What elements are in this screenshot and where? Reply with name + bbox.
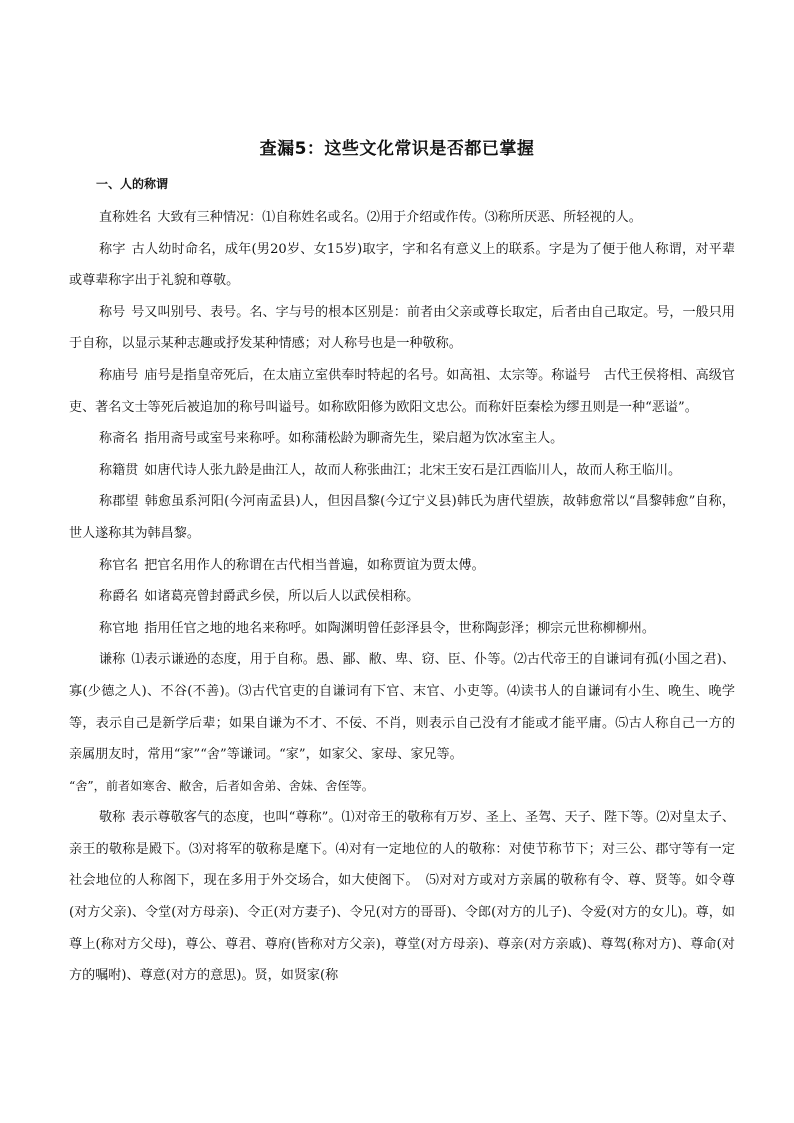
paragraph-text: 指用任官之地的地名来称呼。如陶渊明曾任彭泽县令，世称陶彭泽；柳宗元世称柳柳州。: [144, 620, 655, 636]
paragraph-term: 谦称: [99, 652, 126, 668]
paragraph: [69, 613, 735, 645]
paragraph: [69, 486, 735, 549]
paragraph-text: 韩愈虽系河阳(今河南孟县)人，但因昌黎(今辽宁义县)韩氏为唐代望族，故韩愈常以“昌黎韩愈”自称，世人遂称其为韩昌黎。: [69, 494, 735, 541]
paragraph: [69, 234, 735, 297]
paragraph-term: 称庙号: [99, 367, 139, 383]
paragraph-term: 称郡望: [99, 494, 139, 510]
paragraph-term: 称籍贯: [99, 462, 139, 478]
paragraph-term: 称官地: [99, 620, 139, 636]
paragraph: [69, 644, 735, 770]
paragraph: [69, 581, 735, 613]
paragraph: [69, 550, 735, 582]
paragraph-text: 古人幼时命名，成年(男20岁、女15岁)取字，字和名有意义上的联系。字是为了便于他人称谓，对平辈或尊辈称字出于礼貌和尊敬。: [69, 241, 736, 289]
paragraph-note-text: “舍”，前者如寒舍、敝舍，后者如舍弟、舍妹、舍侄等。: [69, 778, 374, 793]
paragraph: [69, 202, 735, 234]
page-title: 查漏5：这些文化常识是否都已掌握: [259, 139, 535, 159]
paragraph-term: 称爵名: [99, 589, 139, 605]
section-heading: 一、人的称谓: [96, 177, 169, 191]
paragraph-text: 如唐代诗人张九龄是曲江人，故而人称张曲江；北宋王安石是江西临川人，故而人称王临川。: [144, 462, 682, 478]
paragraph-text: 号又叫别号、表号。名、字与号的根本区别是：前者由父亲或尊长取定，后者由自己取定。号，一般只用于自称，以显示某种志趣或抒发某种情感；对人称号也是一种敬称。: [69, 304, 736, 352]
paragraph-text: ⑴表示谦逊的态度，用于自称。愚、鄙、敝、卑、窃、臣、仆等。⑵古代帝王的自谦词有孤(小国之君)、寡(少德之人)、不谷(不善)。⑶古代官吏的自谦词有下官、末官、小吏等。⑷读书人的自谦词有小生、晚生、晚学等，表示自己是新学后辈；如果自谦为不才、不佞、不肖，则表示自己没有才能或才能平庸。⑸古人称自己一方的亲属朋友时，常用“家”“舍”等谦词。“家”，如家父、家母、家兄等。: [69, 652, 736, 763]
paragraph-term: 称号: [99, 304, 126, 320]
paragraph-term: 称字: [99, 241, 126, 257]
paragraph-text: 表示尊敬客气的态度，也叫“尊称”。⑴对帝王的敬称有万岁、圣上、圣驾、天子、陛下等。⑵对皇太子、亲王的敬称是殿下。⑶对将军的敬称是麾下。⑷对有一定地位的人的敬称：对使节称节下；对三公、郡守等有一定社会地位的人称阁下，现在多用于外交场合，如大使阁下。 ⑸对对方或对方亲属的敬称有令、尊、贤等。如令尊(对方父亲)、令堂(对方母亲)、令正(对方妻子)、令兄(对方的哥哥)、令郎(对方的儿子)、令爱(对方的女儿)。尊，如尊上(称对方父母)，尊公、尊君、尊府(皆称对方父亲)，尊堂(对方母亲)、尊亲(对方亲戚)、尊驾(称对方)、尊命(对方的嘱咐)、尊意(对方的意思)。贤，如贤家(称: [69, 810, 736, 984]
paragraph-term: 敬称: [99, 810, 126, 826]
paragraph-text: 指用斋号或室号来称呼。如称蒲松龄为聊斋先生，梁启超为饮冰室主人。: [144, 431, 564, 447]
paragraph: [69, 297, 735, 360]
paragraph-term: 称官名: [99, 557, 139, 573]
paragraph: [69, 360, 735, 423]
paragraph: [69, 455, 735, 487]
paragraph-term: 直称姓名: [99, 210, 152, 225]
paragraph-text: 庙号是指皇帝死后，在太庙立室供奉时特起的名号。如高祖、太宗等。称谥号 古代王侯将相、高级官吏、著名文士等死后被追加的称号叫谥号。如称欧阳修为欧阳文忠公。而称奸臣秦桧为缪丑则是一种“恶谥”。: [69, 367, 736, 415]
paragraph-term: 称斋名: [99, 431, 139, 447]
paragraph: [69, 423, 735, 455]
body-text: [69, 202, 735, 992]
paragraph: [69, 802, 735, 992]
paragraph-note: [69, 771, 735, 803]
paragraph-text: 如诸葛亮曾封爵武乡侯，所以后人以武侯相称。: [144, 589, 420, 605]
paragraph-text: 大致有三种情况：⑴自称姓名或名。⑵用于介绍或作传。⑶称所厌恶、所轻视的人。: [157, 210, 642, 225]
paragraph-text: 把官名用作人的称谓在古代相当普遍，如称贾谊为贾太傅。: [144, 557, 485, 573]
